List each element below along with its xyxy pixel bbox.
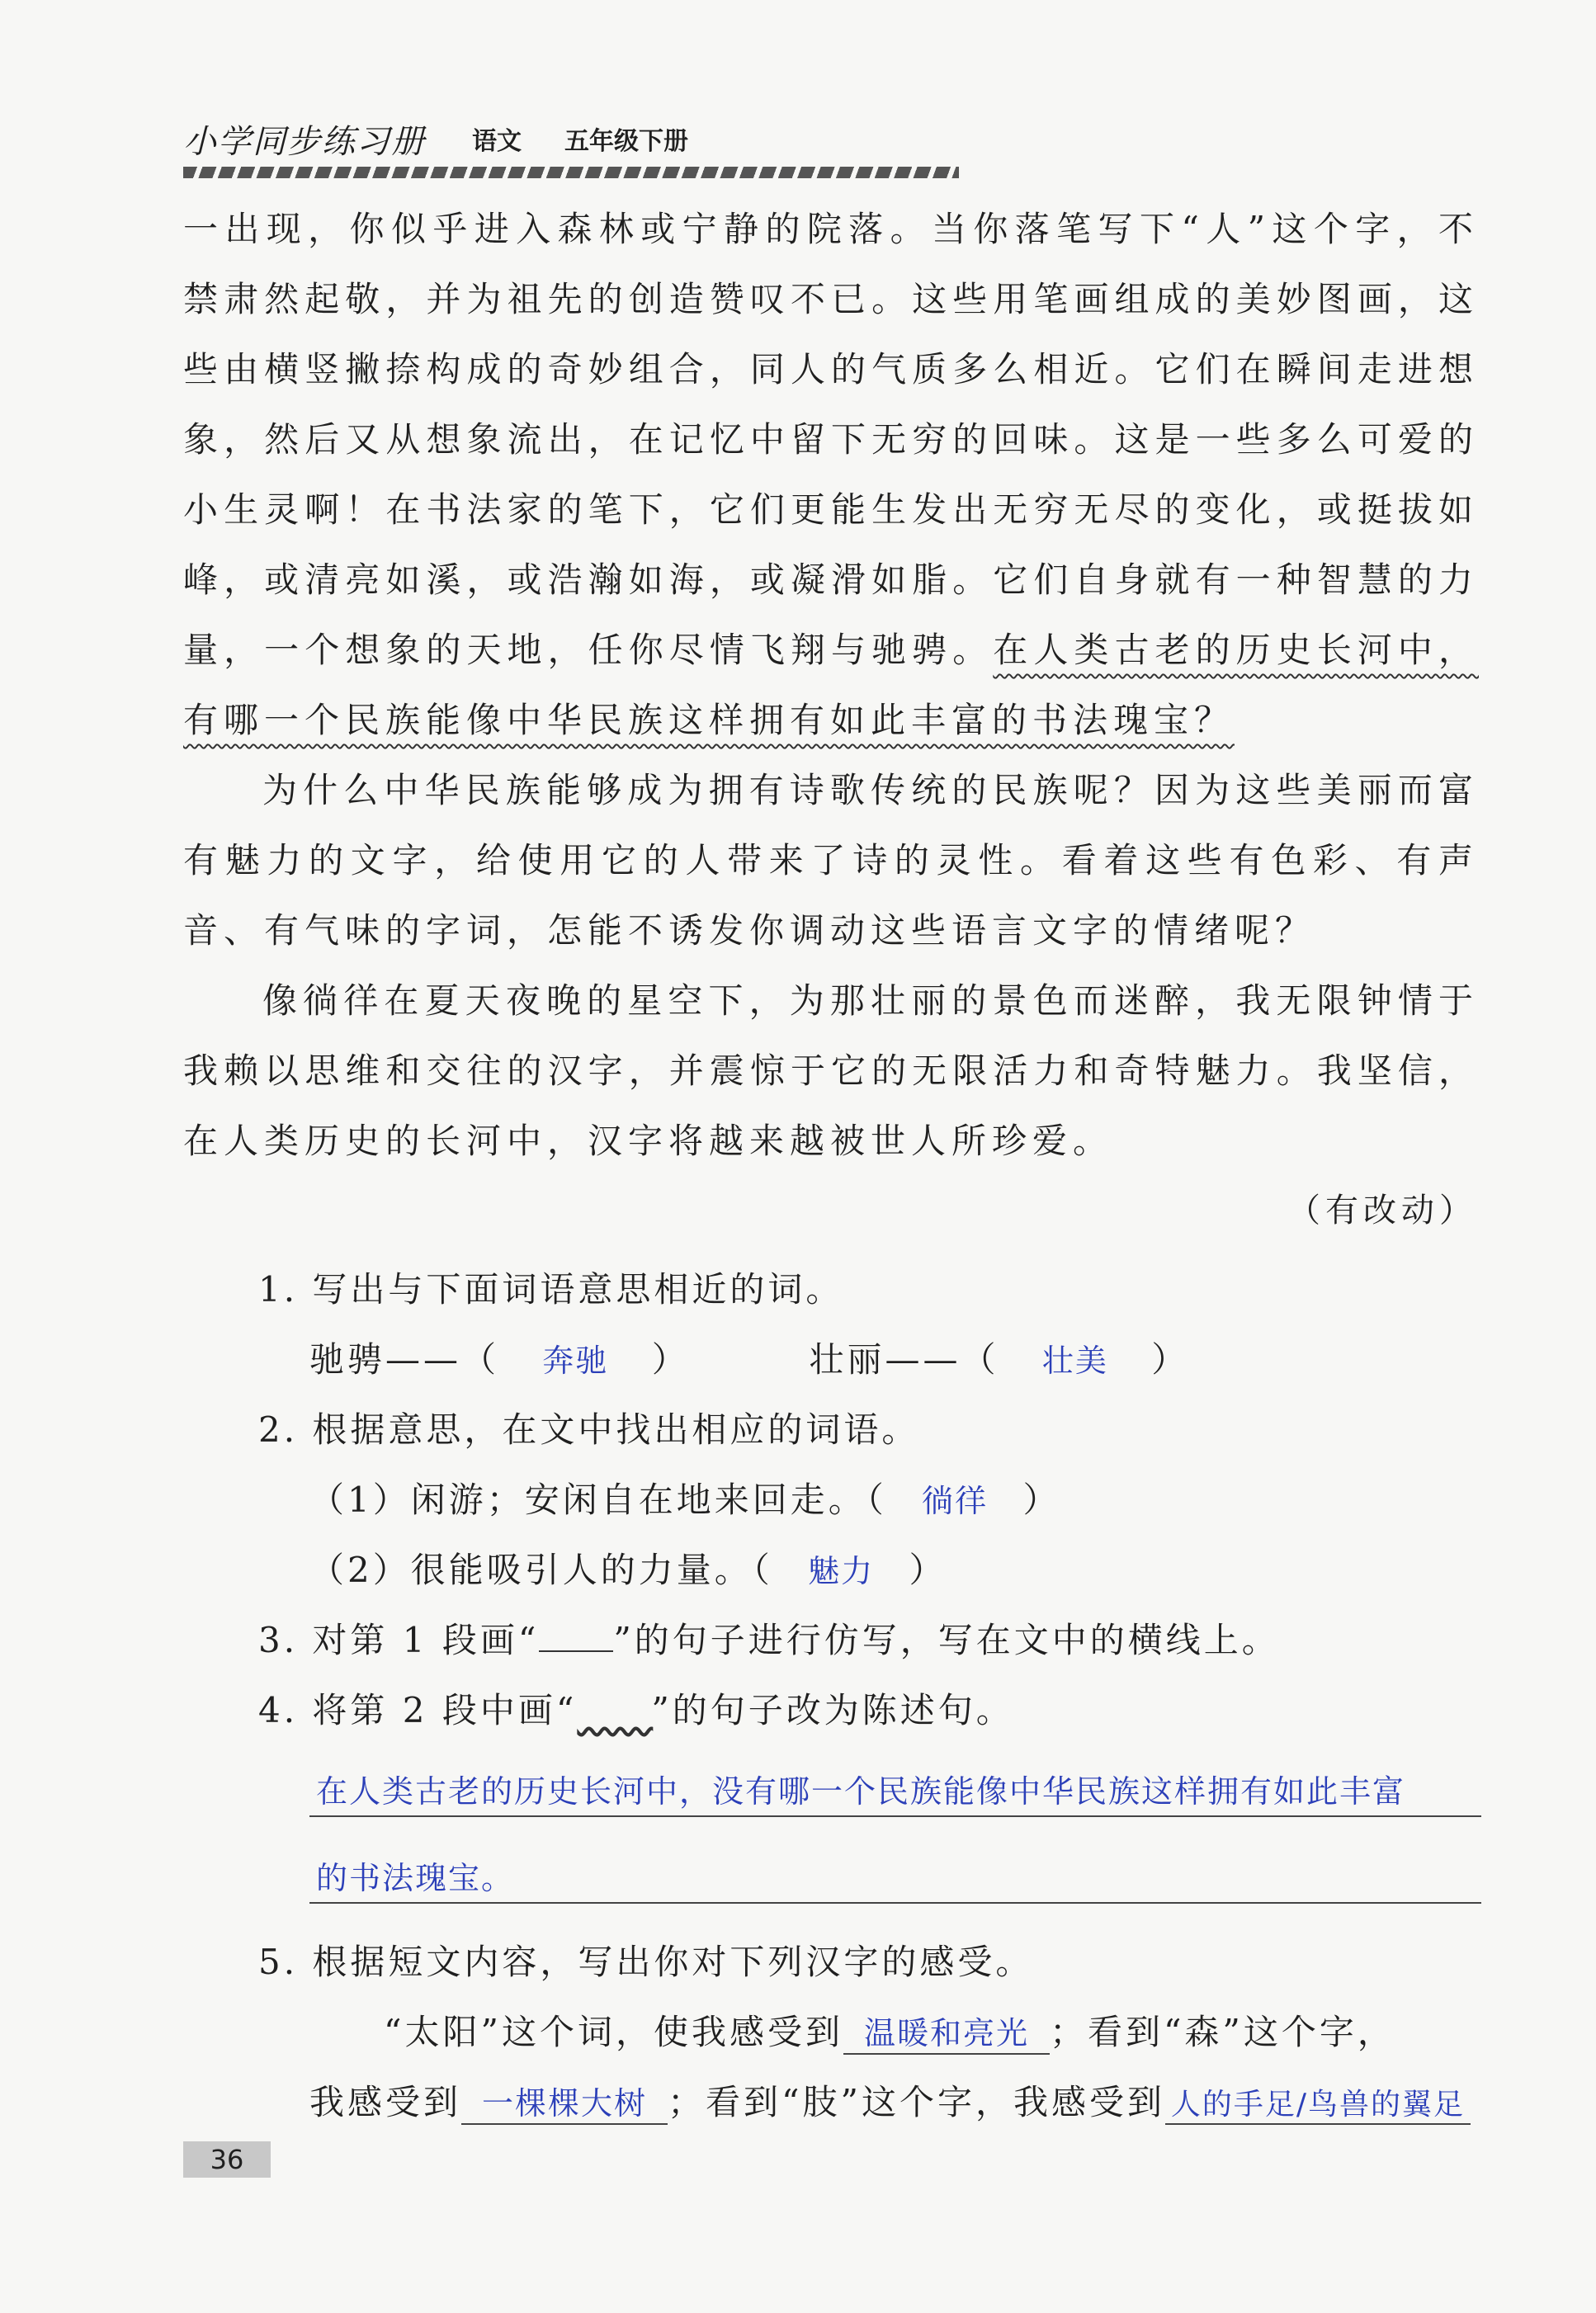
- q5-answer-1[interactable]: 温暖和亮光: [843, 2008, 1050, 2055]
- question-1-prompt: 1. 写出与下面词语意思相近的词。: [258, 1269, 844, 1310]
- question-4: [258, 1683, 1014, 1733]
- book-grade: 五年级下册: [564, 127, 688, 156]
- book-title: 小学同步练习册: [183, 123, 426, 161]
- q2-sub-1: （1）闲游；安闲自在地来回走。（: [309, 1480, 887, 1520]
- question-2-item-2: [309, 1543, 947, 1593]
- q2-close-1: ）: [1022, 1480, 1061, 1520]
- q1-answer-1: 奔驰: [542, 1343, 609, 1379]
- page-number: 36: [183, 2141, 271, 2178]
- wavy-underlined-sentence: 在人类古老的历史长河中，有哪一个民族能像中华民族这样拥有如此丰富的书法瑰宝？: [183, 630, 1479, 740]
- book-subject: 语文: [472, 127, 522, 156]
- reading-passage: [183, 194, 1479, 1176]
- q5-text-1: “太阳”这个词，使我感受到: [384, 2012, 843, 2052]
- header-rule: [183, 167, 959, 178]
- question-5-line-2: [309, 2075, 1471, 2125]
- wavy-underline-mark: [577, 1690, 651, 1715]
- question-2-item-1: [309, 1473, 1060, 1522]
- q4-answer-text-1: 在人类古老的历史长河中，没有哪一个民族能像中华民族这样拥有如此丰富: [316, 1773, 1406, 1810]
- q3-text-before: 3. 对第 1 段画“: [258, 1620, 540, 1660]
- q1-answer-2: 壮美: [1041, 1343, 1108, 1379]
- question-5-line-1: [384, 2005, 1395, 2055]
- q4-answer-text-2: 的书法瑰宝。: [316, 1860, 515, 1896]
- q5-text-4: ；看到“肢”这个字，我感受到: [668, 2082, 1165, 2122]
- q2-close-2: ）: [909, 1550, 947, 1590]
- q2-answer-1: 徜徉: [922, 1483, 989, 1519]
- q4-answer-line-2[interactable]: [309, 1853, 1481, 1904]
- q1-close-2: ）: [1151, 1339, 1190, 1380]
- q5-text-2: ；看到“森”这个字，: [1049, 2012, 1395, 2052]
- q4-answer-line-1[interactable]: [309, 1766, 1481, 1817]
- q1-word-1: 驰骋——（: [309, 1339, 500, 1380]
- q3-text-after: ”的句子进行仿写，写在文中的横线上。: [613, 1620, 1280, 1660]
- question-2-prompt: 2. 根据意思，在文中找出相应的词语。: [258, 1409, 920, 1450]
- q2-answer-2: 魅力: [808, 1553, 875, 1589]
- passage-paragraph-2: 为什么中华民族能够成为拥有诗歌传统的民族呢？因为这些美丽而富有魅力的文字，给使用它的人带来了诗的灵性。看着这些有色彩、有声音、有气味的字词，怎能不诱发你调动这些语言文字的情绪呢？: [183, 770, 1479, 951]
- q2-sub-2: （2）很能吸引人的力量。（: [309, 1550, 773, 1590]
- question-5-prompt: 5. 根据短文内容，写出你对下列汉字的感受。: [258, 1942, 1034, 1982]
- q5-answer-3[interactable]: 人的手足/鸟兽的翼足: [1165, 2081, 1471, 2125]
- passage-paragraph-3: 像徜徉在夏天夜晚的星空下，为那壮丽的景色而迷醉，我无限钟情于我赖以思维和交往的汉字，并震惊于它的无限活力和奇特魅力。我坚信，在人类历史的长河中，汉字将越来越被世人所珍爱。: [183, 980, 1479, 1161]
- q5-text-3: 我感受到: [309, 2082, 462, 2122]
- q1-word-2: 壮丽——（: [809, 1339, 999, 1380]
- q4-text-after: ”的句子改为陈述句。: [651, 1690, 1014, 1730]
- question-3: [258, 1613, 1280, 1663]
- source-credit: （有改动）: [1287, 1192, 1477, 1230]
- passage-paragraph-1: [183, 194, 1479, 755]
- page-header: [183, 116, 959, 182]
- q1-close-1: ）: [651, 1339, 690, 1380]
- straight-underline-mark: [539, 1626, 613, 1652]
- q4-text-before: 4. 将第 2 段中画“: [258, 1690, 578, 1730]
- q5-answer-2[interactable]: 一棵棵大树: [461, 2078, 668, 2125]
- passage-p1-text: 一出现，你似乎进入森林或宁静的院落。当你落笔写下“人”这个字，不禁肃然起敬，并为祖先的创造赞叹不已。这些用笔画组成的美妙图画，这些由横竖撇捺构成的奇妙组合，同人的气质多么相近。它们在瞬间走进想象，然后又从想象流出，在记忆中留下无穷的回味。这是一些多么可爱的小生灵啊！在书法家的笔下，它们更能生发出无穷无尽的变化，或挺拔如峰，或清亮如溪，或浩瀚如海，或凝滑如脂。它们自身就有一种智慧的力量，一个想象的天地，任你尽情飞翔与驰骋。: [183, 209, 1479, 670]
- question-1-answers: [309, 1333, 1189, 1382]
